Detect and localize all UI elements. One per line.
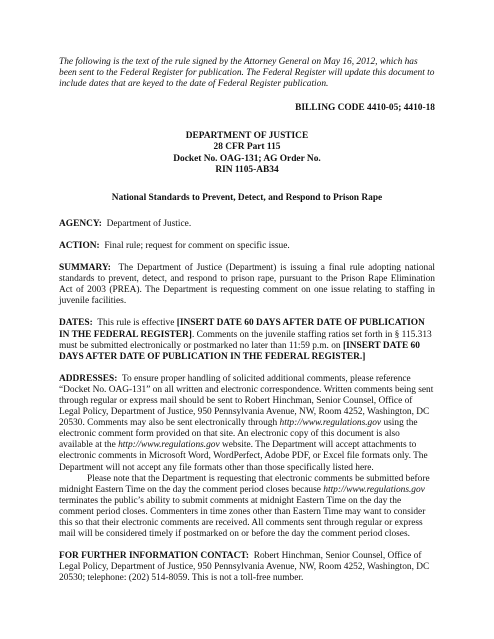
document-header	[59, 131, 435, 175]
addresses-paragraph	[59, 374, 435, 474]
agency-text: Department of Justice.	[106, 218, 192, 229]
agency-heading: DEPARTMENT OF JUSTICE	[185, 131, 309, 142]
addresses-text-2: using the electronic comment form provided on that site. An electronic copy of this document is also available at the	[59, 418, 418, 451]
regulations-link-1[interactable]: http://www.regulations.gov	[279, 418, 382, 429]
summary-paragraph	[59, 263, 435, 307]
addresses-note-text-2: terminates the public’s ability to submit comments at midnight Eastern Time on the day the comment period closes. Commenters in time zones other than Eastern Time may want to consider this so that their electronic comments are received. All comments sent through regular or express mail will be considered timely if postmarked on or before the day the comment period closes.	[59, 495, 426, 540]
rin-number: RIN 1105-AB34	[215, 164, 279, 175]
dates-label: DATES:	[59, 318, 93, 329]
regulations-link-2[interactable]: http://www.regulations.gov	[118, 440, 220, 451]
contact-label: FOR FURTHER INFORMATION CONTACT:	[59, 551, 250, 562]
document-title: National Standards to Prevent, Detect, and Respond to Prison Rape	[111, 192, 383, 203]
contact-paragraph	[59, 551, 435, 584]
dates-insert-2: [INSERT DATE 60 DAYS AFTER DATE OF PUBLICATION IN THE FEDERAL REGISTER.]	[59, 340, 420, 362]
action-label: ACTION:	[59, 240, 100, 251]
action-text: Final rule; request for comment on specific issue.	[104, 240, 290, 251]
dates-text-1: This rule is effective	[97, 318, 175, 329]
addresses-label: ADDRESSES:	[59, 373, 118, 384]
summary-text: The Department of Justice (Department) is issuing a final rule adopting national standards to prevent, detect, and respond to prison rape, pursuant to the Prison Rape Elimination Act of 2003 (PREA). The Department is requesting comment on one issue relating to staffing in juvenile facilities.	[59, 263, 435, 307]
dates-text-2: . Comments on the juvenile staffing ratios set forth in § 115.313 must be submitted electronically or postmarked no later than 11:59 p.m. on	[59, 329, 432, 351]
cfr-part: 28 CFR Part 115	[213, 142, 281, 153]
addresses-note-paragraph	[59, 474, 435, 541]
dates-insert-1: [INSERT DATE 60 DAYS AFTER DATE OF PUBLICATION IN THE FEDERAL REGISTER]	[59, 318, 425, 340]
intro-note: The following is the text of the rule signed by the Attorney General on May 16, 2012, which has been sent to the Federal Register for publication. The Federal Register will update this document to include dates that are keyed to the date of Federal Register publication.	[59, 57, 435, 90]
regulations-link-3[interactable]: http://www.regulations.gov	[323, 484, 425, 495]
docket-number: Docket No. OAG-131; AG Order No.	[173, 153, 321, 164]
dates-paragraph	[59, 318, 435, 362]
contact-text: Robert Hinchman, Senior Counsel, Office of Legal Policy, Department of Justice, 950 Pennsylvania Avenue, NW, Room 4252, Washington, DC 20530; telephone: (202) 514-8059. This is not a toll-free number.	[59, 551, 430, 584]
addresses-text-1: To ensure proper handling of solicited additional comments, please reference “Docket No. OAG-131” on all written and electronic correspondence. Written comments being sent through regular or express mail should be sent to Robert Hinchman, Senior Counsel, Office of Legal Policy, Department of Justice, 950 Pennsylvania Avenue, NW, Room 4252, Washington, DC 20530. Comments may also be sent electronically through	[59, 373, 434, 429]
addresses-text-3: website. The Department will accept attachments to electronic comments in Microsoft Word, WordPerfect, Adobe PDF, or Excel file formats only. The Department will not accept any file formats other than those specifically listed here.	[59, 440, 428, 473]
billing-code: BILLING CODE 4410-05; 4410-18	[295, 103, 435, 114]
addresses-note-text-1: Please note that the Department is requesting that electronic comments be submitted before midnight Eastern Time on the day the comment period closes because	[59, 473, 430, 495]
summary-label: SUMMARY:	[59, 263, 111, 274]
action-paragraph	[59, 241, 435, 252]
agency-label: AGENCY:	[59, 218, 102, 229]
agency-paragraph	[59, 219, 435, 230]
